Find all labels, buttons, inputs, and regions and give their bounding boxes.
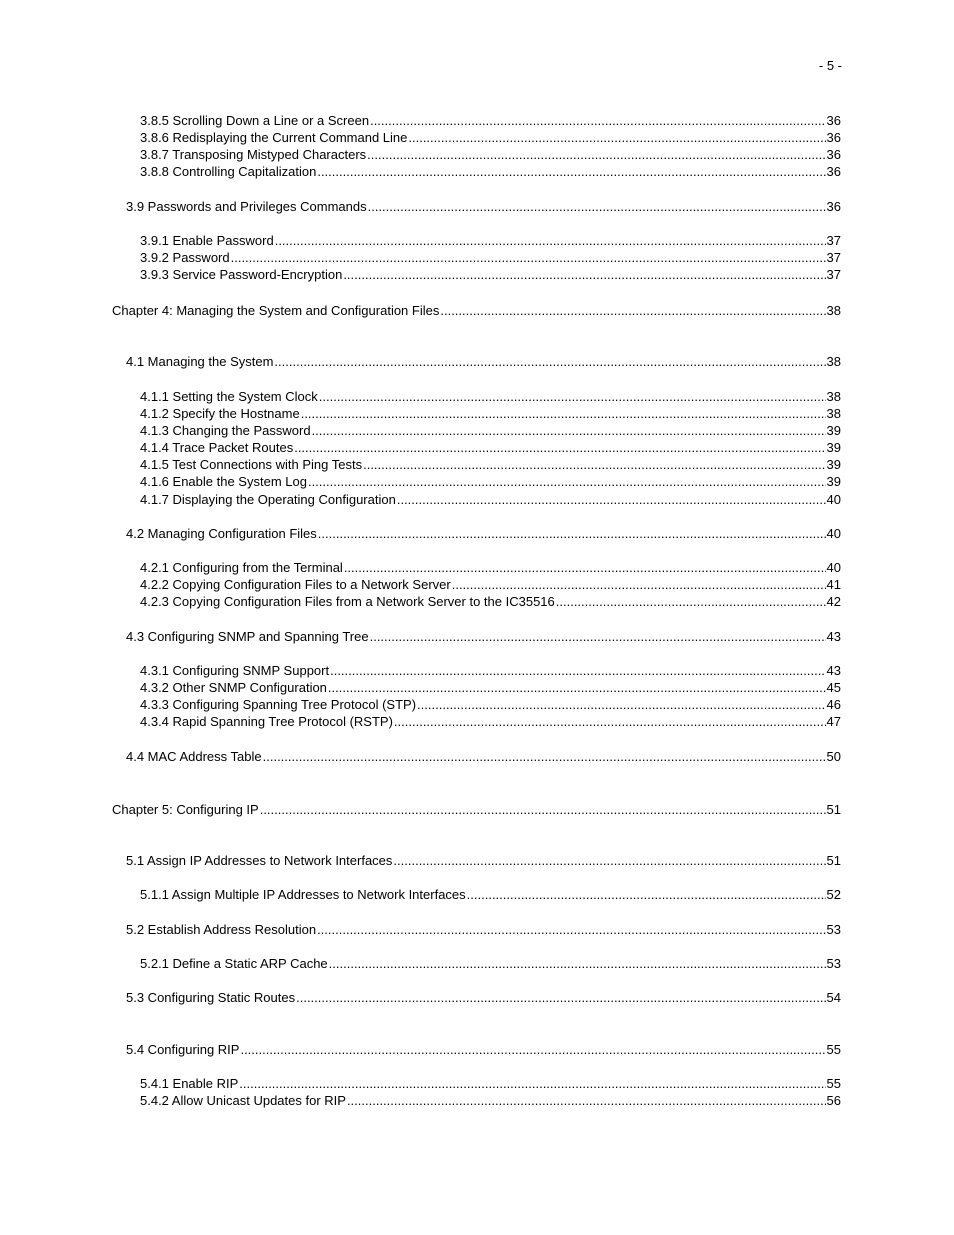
toc-entry-page: 38 <box>826 389 841 404</box>
toc-entry <box>126 629 841 645</box>
toc-dot-leader <box>370 629 826 645</box>
toc-entry <box>140 560 841 576</box>
toc-entry <box>140 113 841 129</box>
toc-dot-leader <box>317 922 825 938</box>
toc-entry-page: 38 <box>826 303 841 318</box>
toc-entry-page: 37 <box>826 267 841 282</box>
toc-entry <box>112 802 841 818</box>
toc-entry-page: 52 <box>826 887 841 902</box>
toc-entry <box>140 887 841 903</box>
toc-entry-title: 4.1 Managing the System <box>126 354 274 369</box>
toc-dot-leader <box>329 956 826 972</box>
toc-entry-title: 4.3.3 Configuring Spanning Tree Protocol (STP) <box>140 697 417 712</box>
toc-dot-leader <box>308 474 826 490</box>
toc-entry <box>140 1093 841 1109</box>
toc-dot-leader <box>231 250 826 266</box>
toc-dot-leader <box>240 1042 825 1058</box>
toc-entry <box>140 457 841 473</box>
toc-entry <box>126 853 841 869</box>
toc-entry <box>140 594 841 610</box>
toc-dot-leader <box>260 802 826 818</box>
toc-entry-page: 54 <box>826 990 841 1005</box>
toc-dot-leader <box>556 594 826 610</box>
toc-entry <box>126 354 841 370</box>
toc-dot-leader <box>452 577 826 593</box>
toc-entry-page: 56 <box>826 1093 841 1108</box>
toc-entry <box>140 1076 841 1092</box>
page-number: - 5 - <box>818 58 842 73</box>
toc-entry-page: 43 <box>826 629 841 644</box>
toc-entry-title: 4.1.5 Test Connections with Ping Tests <box>140 457 363 472</box>
toc-entry-title: 3.9.2 Password <box>140 250 230 265</box>
toc-dot-leader <box>296 990 825 1006</box>
toc-entry-title: 4.2.2 Copying Configuration Files to a Network Server <box>140 577 451 592</box>
toc-entry-page: 39 <box>826 440 841 455</box>
toc-entry <box>140 164 841 180</box>
toc-entry-title: 3.8.7 Transposing Mistyped Characters <box>140 147 367 162</box>
toc-dot-leader <box>312 423 826 439</box>
toc-entry-title: 3.8.6 Redisplaying the Current Command Line <box>140 130 408 145</box>
toc-entry-title: 4.1.4 Trace Packet Routes <box>140 440 294 455</box>
toc-dot-leader <box>319 389 826 405</box>
toc-entry <box>140 267 841 283</box>
toc-entry-title: 4.1.2 Specify the Hostname <box>140 406 300 421</box>
toc-dot-leader <box>294 440 825 456</box>
toc-dot-leader <box>318 526 826 542</box>
toc-entry-page: 36 <box>826 199 841 214</box>
toc-entry-title: 5.1.1 Assign Multiple IP Addresses to Network Interfaces <box>140 887 466 902</box>
toc-dot-leader <box>274 354 825 370</box>
toc-entry-page: 45 <box>826 680 841 695</box>
toc-entry-title: 3.9.3 Service Password-Encryption <box>140 267 343 282</box>
toc-entry-page: 38 <box>826 406 841 421</box>
toc-dot-leader <box>275 233 826 249</box>
toc-entry-page: 43 <box>826 663 841 678</box>
toc-entry <box>140 680 841 696</box>
toc-entry <box>126 990 841 1006</box>
toc-entry-title: Chapter 4: Managing the System and Configuration Files <box>112 303 440 318</box>
toc-dot-leader <box>343 267 825 283</box>
toc-entry-page: 36 <box>826 147 841 162</box>
toc-entry-page: 39 <box>826 457 841 472</box>
toc-dot-leader <box>328 680 826 696</box>
toc-entry-page: 39 <box>826 474 841 489</box>
toc-entry-title: 4.3 Configuring SNMP and Spanning Tree <box>126 629 369 644</box>
toc-entry-title: Chapter 5: Configuring IP <box>112 802 259 817</box>
toc-entry <box>140 440 841 456</box>
toc-entry <box>140 492 841 508</box>
toc-entry-title: 4.2.3 Copying Configuration Files from a Network Server to the IC35516 <box>140 594 555 609</box>
toc-entry-title: 3.8.8 Controlling Capitalization <box>140 164 317 179</box>
toc-entry <box>140 423 841 439</box>
toc-dot-leader <box>397 492 826 508</box>
toc-entry-title: 4.4 MAC Address Table <box>126 749 262 764</box>
toc-dot-leader <box>370 113 825 129</box>
toc-entry-page: 40 <box>826 526 841 541</box>
toc-entry-page: 51 <box>826 802 841 817</box>
toc-entry-page: 55 <box>826 1042 841 1057</box>
toc-entry-page: 46 <box>826 697 841 712</box>
toc-entry-page: 40 <box>826 492 841 507</box>
toc-entry <box>126 526 841 542</box>
toc-entry-page: 41 <box>826 577 841 592</box>
toc-dot-leader <box>440 303 825 319</box>
toc-entry <box>140 250 841 266</box>
toc-dot-leader <box>417 697 825 713</box>
toc-entry-title: 5.1 Assign IP Addresses to Network Interfaces <box>126 853 393 868</box>
toc-dot-leader <box>394 714 826 730</box>
toc-entry-page: 53 <box>826 922 841 937</box>
toc-entry-title: 4.3.2 Other SNMP Configuration <box>140 680 327 695</box>
toc-entry <box>140 697 841 713</box>
toc-entry-page: 50 <box>826 749 841 764</box>
toc-dot-leader <box>347 1093 826 1109</box>
toc-entry <box>140 663 841 679</box>
toc-entry <box>140 577 841 593</box>
toc-entry-page: 37 <box>826 250 841 265</box>
toc-entry <box>126 922 841 938</box>
toc-entry-title: 4.2.1 Configuring from the Terminal <box>140 560 343 575</box>
toc-entry-title: 4.3.4 Rapid Spanning Tree Protocol (RSTP) <box>140 714 393 729</box>
toc-entry <box>140 956 841 972</box>
toc-entry-title: 5.4 Configuring RIP <box>126 1042 240 1057</box>
toc-dot-leader <box>393 853 825 869</box>
toc-entry <box>140 130 841 146</box>
toc-entry-title: 5.3 Configuring Static Routes <box>126 990 296 1005</box>
toc-entry-page: 37 <box>826 233 841 248</box>
toc-entry-page: 55 <box>826 1076 841 1091</box>
toc-dot-leader <box>367 147 825 163</box>
toc-entry <box>140 714 841 730</box>
toc-dot-leader <box>467 887 826 903</box>
toc-entry-page: 39 <box>826 423 841 438</box>
toc-entry-page: 40 <box>826 560 841 575</box>
toc-entry-title: 4.1.1 Setting the System Clock <box>140 389 318 404</box>
toc-dot-leader <box>344 560 826 576</box>
toc-entry-title: 3.9 Passwords and Privileges Commands <box>126 199 367 214</box>
toc-dot-leader <box>263 749 826 765</box>
toc-dot-leader <box>363 457 825 473</box>
toc-entry-title: 4.3.1 Configuring SNMP Support <box>140 663 330 678</box>
toc-entry-title: 3.8.5 Scrolling Down a Line or a Screen <box>140 113 370 128</box>
toc-entry-title: 5.2 Establish Address Resolution <box>126 922 317 937</box>
toc-entry-page: 36 <box>826 130 841 145</box>
toc-entry-title: 4.2 Managing Configuration Files <box>126 526 317 541</box>
toc-entry <box>140 233 841 249</box>
toc-entry-title: 5.4.2 Allow Unicast Updates for RIP <box>140 1093 346 1108</box>
toc-entry <box>140 147 841 163</box>
toc-entry-page: 42 <box>826 594 841 609</box>
toc-entry-title: 5.4.1 Enable RIP <box>140 1076 239 1091</box>
toc-dot-leader <box>330 663 825 679</box>
toc-entry-page: 53 <box>826 956 841 971</box>
toc-dot-leader <box>408 130 825 146</box>
toc-entry-page: 51 <box>826 853 841 868</box>
toc-entry-page: 38 <box>826 354 841 369</box>
toc-entry-title: 4.1.3 Changing the Password <box>140 423 311 438</box>
toc-entry-page: 47 <box>826 714 841 729</box>
toc-entry <box>112 303 841 319</box>
toc-dot-leader <box>317 164 825 180</box>
toc-entry-title: 3.9.1 Enable Password <box>140 233 274 248</box>
toc-entry <box>126 199 841 215</box>
toc-dot-leader <box>239 1076 825 1092</box>
toc-dot-leader <box>301 406 826 422</box>
toc-entry-title: 5.2.1 Define a Static ARP Cache <box>140 956 328 971</box>
toc-entry-page: 36 <box>826 113 841 128</box>
toc-dot-leader <box>368 199 826 215</box>
toc-entry-title: 4.1.7 Displaying the Operating Configuration <box>140 492 396 507</box>
toc-entry <box>140 389 841 405</box>
toc-entry <box>126 1042 841 1058</box>
toc-entry-page: 36 <box>826 164 841 179</box>
toc-entry-title: 4.1.6 Enable the System Log <box>140 474 307 489</box>
toc-entry <box>140 406 841 422</box>
toc-entry <box>140 474 841 490</box>
toc-entry <box>126 749 841 765</box>
